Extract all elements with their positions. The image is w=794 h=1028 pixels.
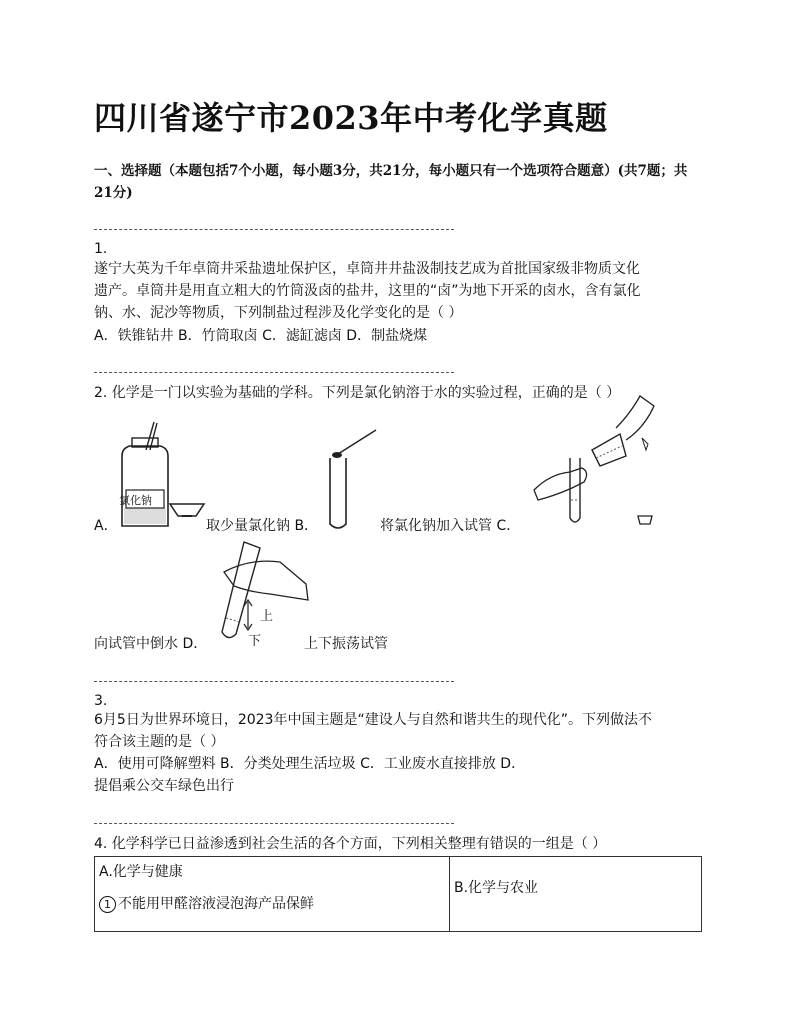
q1-number: 1.	[94, 241, 108, 257]
q1-line2: 遗产。卓筒井是用直立粗大的竹筒汲卤的盐井，这里的“卤”为地下开采的卤水，含有氯化	[94, 283, 641, 299]
test-tube-spoon-figure	[324, 428, 384, 532]
q3-number: 3.	[94, 693, 108, 709]
shaking-tube-figure	[210, 538, 320, 642]
q4-table	[94, 856, 702, 932]
table-cell-a	[95, 857, 450, 932]
q3-line2: 符合该主题的是（ ）	[94, 734, 225, 750]
table-cell-b	[450, 857, 702, 932]
q2-option-c-text: 向试管中倒水 D．	[94, 636, 208, 652]
q2-stem: 2. 化学是一门以实验为基础的学科。下列是氯化钠溶于水的实验过程，正确的是（ ）	[94, 385, 621, 401]
cell-a-item-text: 不能用甲醛溶液浸泡海产品保鲜	[118, 896, 314, 912]
page-title: 四川省遂宁市2023年中考化学真题	[94, 99, 608, 137]
cell-a-item	[99, 893, 445, 913]
bottle-label: 氯化钠	[119, 494, 152, 507]
q4-stem: 4. 化学科学已日益渗透到社会生活的各个方面，下列相关整理有错误的一组是（ ）	[94, 836, 607, 852]
q1-options: A．铁锥钻井 B．竹筒取卤 C．滤缸滤卤 D．制盐烧煤	[94, 328, 428, 344]
section-header: 一、选择题（本题包括7个小题，每小题3分，共21分，每小题只有一个选项符合题意）(共7题；共21分)	[94, 163, 688, 201]
separator	[94, 229, 454, 230]
q3-options: A．使用可降解塑料 B．分类处理生活垃圾 C．工业废水直接排放 D．	[94, 756, 526, 772]
separator	[94, 681, 454, 682]
circled-number: 1	[99, 896, 116, 913]
pouring-water-figure	[530, 388, 660, 528]
separator	[94, 372, 454, 373]
reagent-bottle-figure	[108, 418, 208, 530]
up-label: 上	[260, 609, 274, 624]
down-label: 下	[248, 634, 262, 649]
cell-b-title: B.化学与农业	[454, 880, 539, 896]
q1-line1: 遂宁大英为千年卓筒井采盐遗址保护区，卓筒井井盐汲制技艺成为首批国家级非物质文化	[94, 261, 640, 277]
q2-option-a-text: 取少量氯化钠 B．	[206, 518, 319, 534]
q2-option-d-text: 上下振荡试管	[304, 636, 388, 652]
q2-option-a-label: A．	[94, 518, 118, 534]
q2-option-b-text: 将氯化钠加入试管 C．	[380, 518, 521, 534]
table-row	[95, 857, 702, 932]
cell-a-title: A.化学与健康	[99, 864, 183, 880]
q1-line3: 钠、水、泥沙等物质，下列制盐过程涉及化学变化的是（ ）	[94, 305, 463, 321]
separator	[94, 823, 454, 824]
q3-options-cont: 提倡乘公交车绿色出行	[94, 778, 234, 794]
q3-line1: 6月5日为世界环境日，2023年中国主题是“建设人与自然和谐共生的现代化”。下列做法不	[94, 712, 652, 728]
